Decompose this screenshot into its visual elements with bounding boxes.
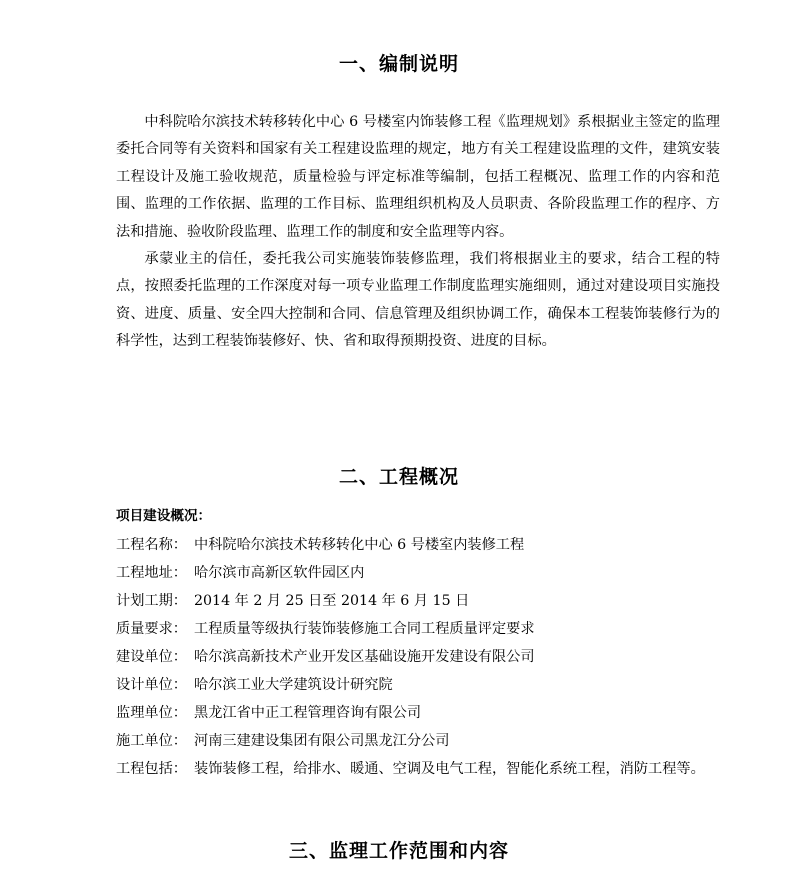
section-1-paragraph-1: 中科院哈尔滨技术转移转化中心 6 号楼室内饰装修工程《监理规划》系根据业主签定的监理委托合同等有关资料和国家有关工程建设监理的规定，地方有关工程建设监理的文件，建筑安装工程设计及施工验收规范，质量检验与评定标准等编制，包括工程概况、监理工作的内容和范围、监理的工作依据、监理的工作目标、监理组织机构及人员职责、各阶段监理工作的程序、方法和措施、验收阶段监理、监理工作的制度和安全监理等内容。: [116, 114, 720, 240]
info-label: 计划工期：: [116, 593, 187, 609]
info-label: 建设单位：: [116, 649, 187, 665]
section-1-heading: 一、编制说明: [338, 53, 459, 75]
section-3-heading: 三、监理工作范围和内容: [288, 840, 509, 862]
info-label: 施工单位：: [116, 733, 187, 749]
info-label: 质量要求：: [116, 621, 187, 637]
project-overview-subheading: 项目建设概况：: [116, 508, 212, 524]
info-row-project-address: [116, 559, 736, 587]
info-value: 2014 年 2 月 25 日至 2014 年 6 月 15 日: [194, 593, 470, 609]
info-value: 黑龙江省中正工程管理咨询有限公司: [194, 705, 422, 721]
info-row-contractor: [116, 727, 736, 755]
info-row-project-name: [116, 531, 736, 559]
info-label: 工程地址：: [116, 565, 187, 581]
info-row-supervisor: [116, 699, 736, 727]
section-1-body: [116, 109, 720, 356]
info-label: 工程名称：: [116, 537, 187, 553]
info-label: 设计单位：: [116, 677, 187, 693]
info-label: 工程包括：: [116, 761, 187, 777]
info-value: 装饰装修工程，给排水、暖通、空调及电气工程，智能化系统工程，消防工程等。: [194, 761, 705, 777]
info-row-owner: [116, 643, 736, 671]
info-value: 哈尔滨高新技术产业开发区基础设施开发建设有限公司: [194, 649, 535, 665]
section-2-heading: 二、工程概况: [338, 466, 459, 488]
project-info-list: [116, 531, 736, 783]
info-value: 河南三建建设集团有限公司黑龙江分公司: [194, 733, 450, 749]
info-value: 工程质量等级执行装饰装修施工合同工程质量评定要求: [194, 621, 535, 637]
info-row-scope: [116, 755, 736, 783]
info-row-quality: [116, 615, 736, 643]
info-value: 哈尔滨工业大学建筑设计研究院: [194, 677, 393, 693]
info-label: 监理单位：: [116, 705, 187, 721]
info-value: 中科院哈尔滨技术转移转化中心 6 号楼室内装修工程: [194, 537, 525, 553]
info-row-schedule: [116, 587, 736, 615]
section-1-paragraph-2: 承蒙业主的信任，委托我公司实施装饰装修监理，我们将根据业主的要求，结合工程的特点，按照委托监理的工作深度对每一项专业监理工作制度监理实施细则，通过对建设项目实施投资、进度、质量、安全四大控制和合同、信息管理及组织协调工作，确保本工程装饰装修行为的科学性，达到工程装饰装修好、快、省和取得预期投资、进度的目标。: [116, 251, 720, 350]
info-row-designer: [116, 671, 736, 699]
info-value: 哈尔滨市高新区软件园区内: [194, 565, 365, 581]
